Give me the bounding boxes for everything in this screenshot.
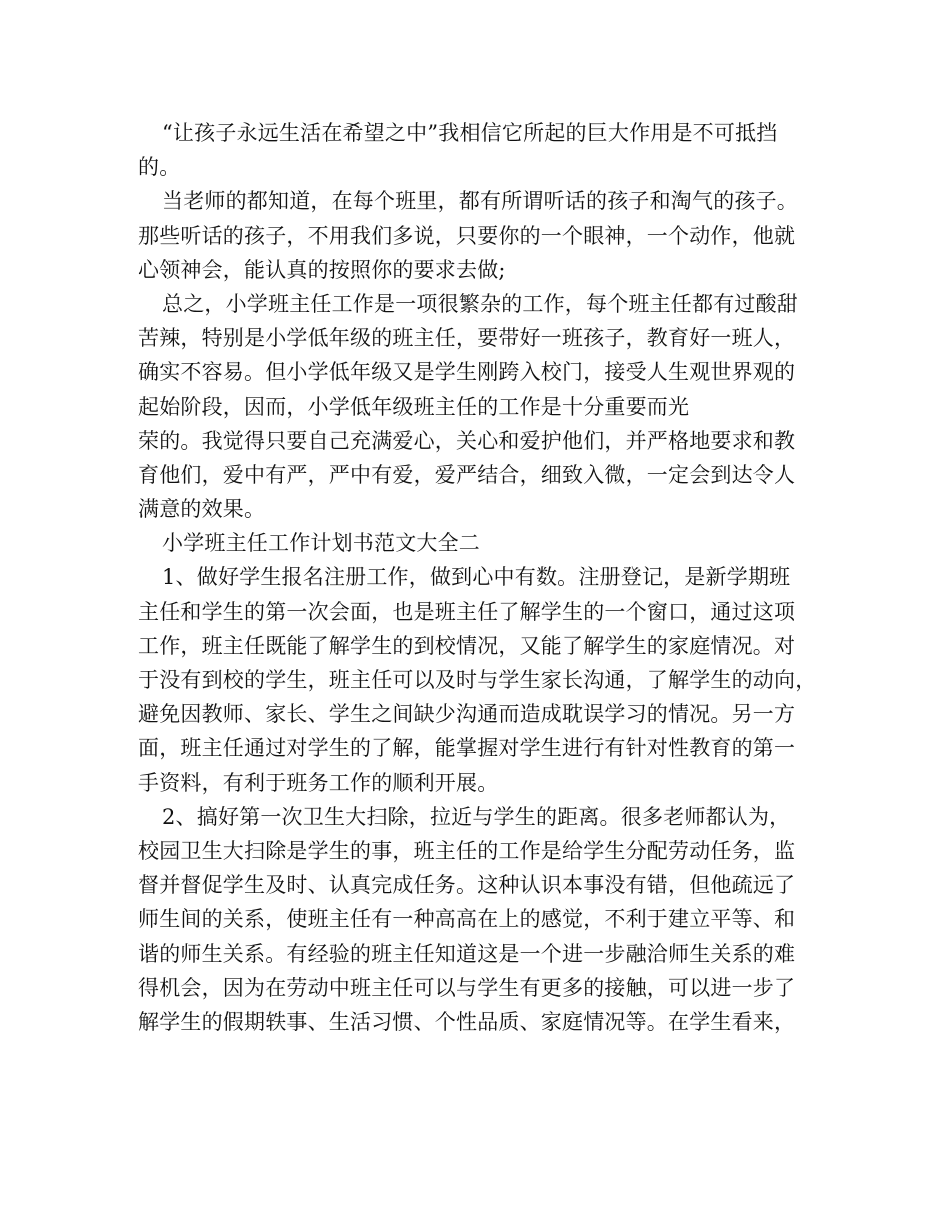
text-line: 校园卫生大扫除是学生的事，班主任的工作是给学生分配劳动任务，监 [138,838,796,863]
text-line: 育他们，爱中有严，严中有爱，爱严结合，细致入微，一定会到达令人 [138,462,796,487]
text-line: 得机会，因为在劳动中班主任可以与学生有更多的接触，可以进一步了 [138,975,796,1000]
text-line: 避免因教师、家长、学生之间缺少沟通而造成耽误学习的情况。另一方 [138,702,796,727]
text-line: 主任和学生的第一次会面，也是班主任了解学生的一个窗口，通过这项 [138,599,796,624]
text-line: 谐的师生关系。有经验的班主任知道这是一个进一步融洽师生关系的难 [138,941,796,966]
text-line: 解学生的假期轶事、生活习惯、个性品质、家庭情况等。在学生看来， [138,1009,796,1034]
text-line: 满意的效果。 [138,497,266,522]
text-line: 确实不容易。但小学低年级又是学生刚跨入校门，接受人生观世界观的 [138,360,796,385]
text-line: 于没有到校的学生，班主任可以及时与学生家长沟通，了解学生的动向， [138,668,817,692]
text-line: 督并督促学生及时、认真完成任务。这种认识本事没有错，但他疏远了 [138,873,796,898]
text-line: 1、做好学生报名注册工作，做到心中有数。注册登记，是新学期班 [162,565,791,590]
text-line: 2、搞好第一次卫生大扫除，拉近与学生的距离。很多老师都认为， [162,804,791,829]
text-line: 那些听话的孩子，不用我们多说，只要你的一个眼神，一个动作，他就 [138,223,796,248]
section-heading: 小学班主任工作计划书范文大全二 [162,531,480,556]
text-line: 心领神会，能认真的按照你的要求去做; [138,257,506,282]
text-line: 当老师的都知道，在每个班里，都有所谓听话的孩子和淘气的孩子。 [162,189,798,214]
text-line: 的。 [138,155,181,180]
text-line: 苦辣，特别是小学低年级的班主任，要带好一班孩子，教育好一班人， [138,326,796,351]
text-line: 手资料，有利于班务工作的顺利开展。 [138,770,499,795]
text-line: 起始阶段，因而，小学低年级班主任的工作是十分重要而光 [138,394,690,419]
text-line: 师生间的关系，使班主任有一种高高在上的感觉，不利于建立平等、和 [138,907,796,932]
text-line: “让孩子永远生活在希望之中”我相信它所起的巨大作用是不可抵挡 [162,121,778,145]
text-line: 荣的。我觉得只要自己充满爱心，关心和爱护他们，并严格地要求和教 [138,428,796,453]
document-body [138,116,828,1039]
text-line: 面，班主任通过对学生的了解，能掌握对学生进行有针对性教育的第一 [138,736,796,761]
text-line: 总之，小学班主任工作是一项很繁杂的工作，每个班主任都有过酸甜 [162,291,798,316]
text-line: 工作，班主任既能了解学生的到校情况，又能了解学生的家庭情况。对 [138,633,796,658]
